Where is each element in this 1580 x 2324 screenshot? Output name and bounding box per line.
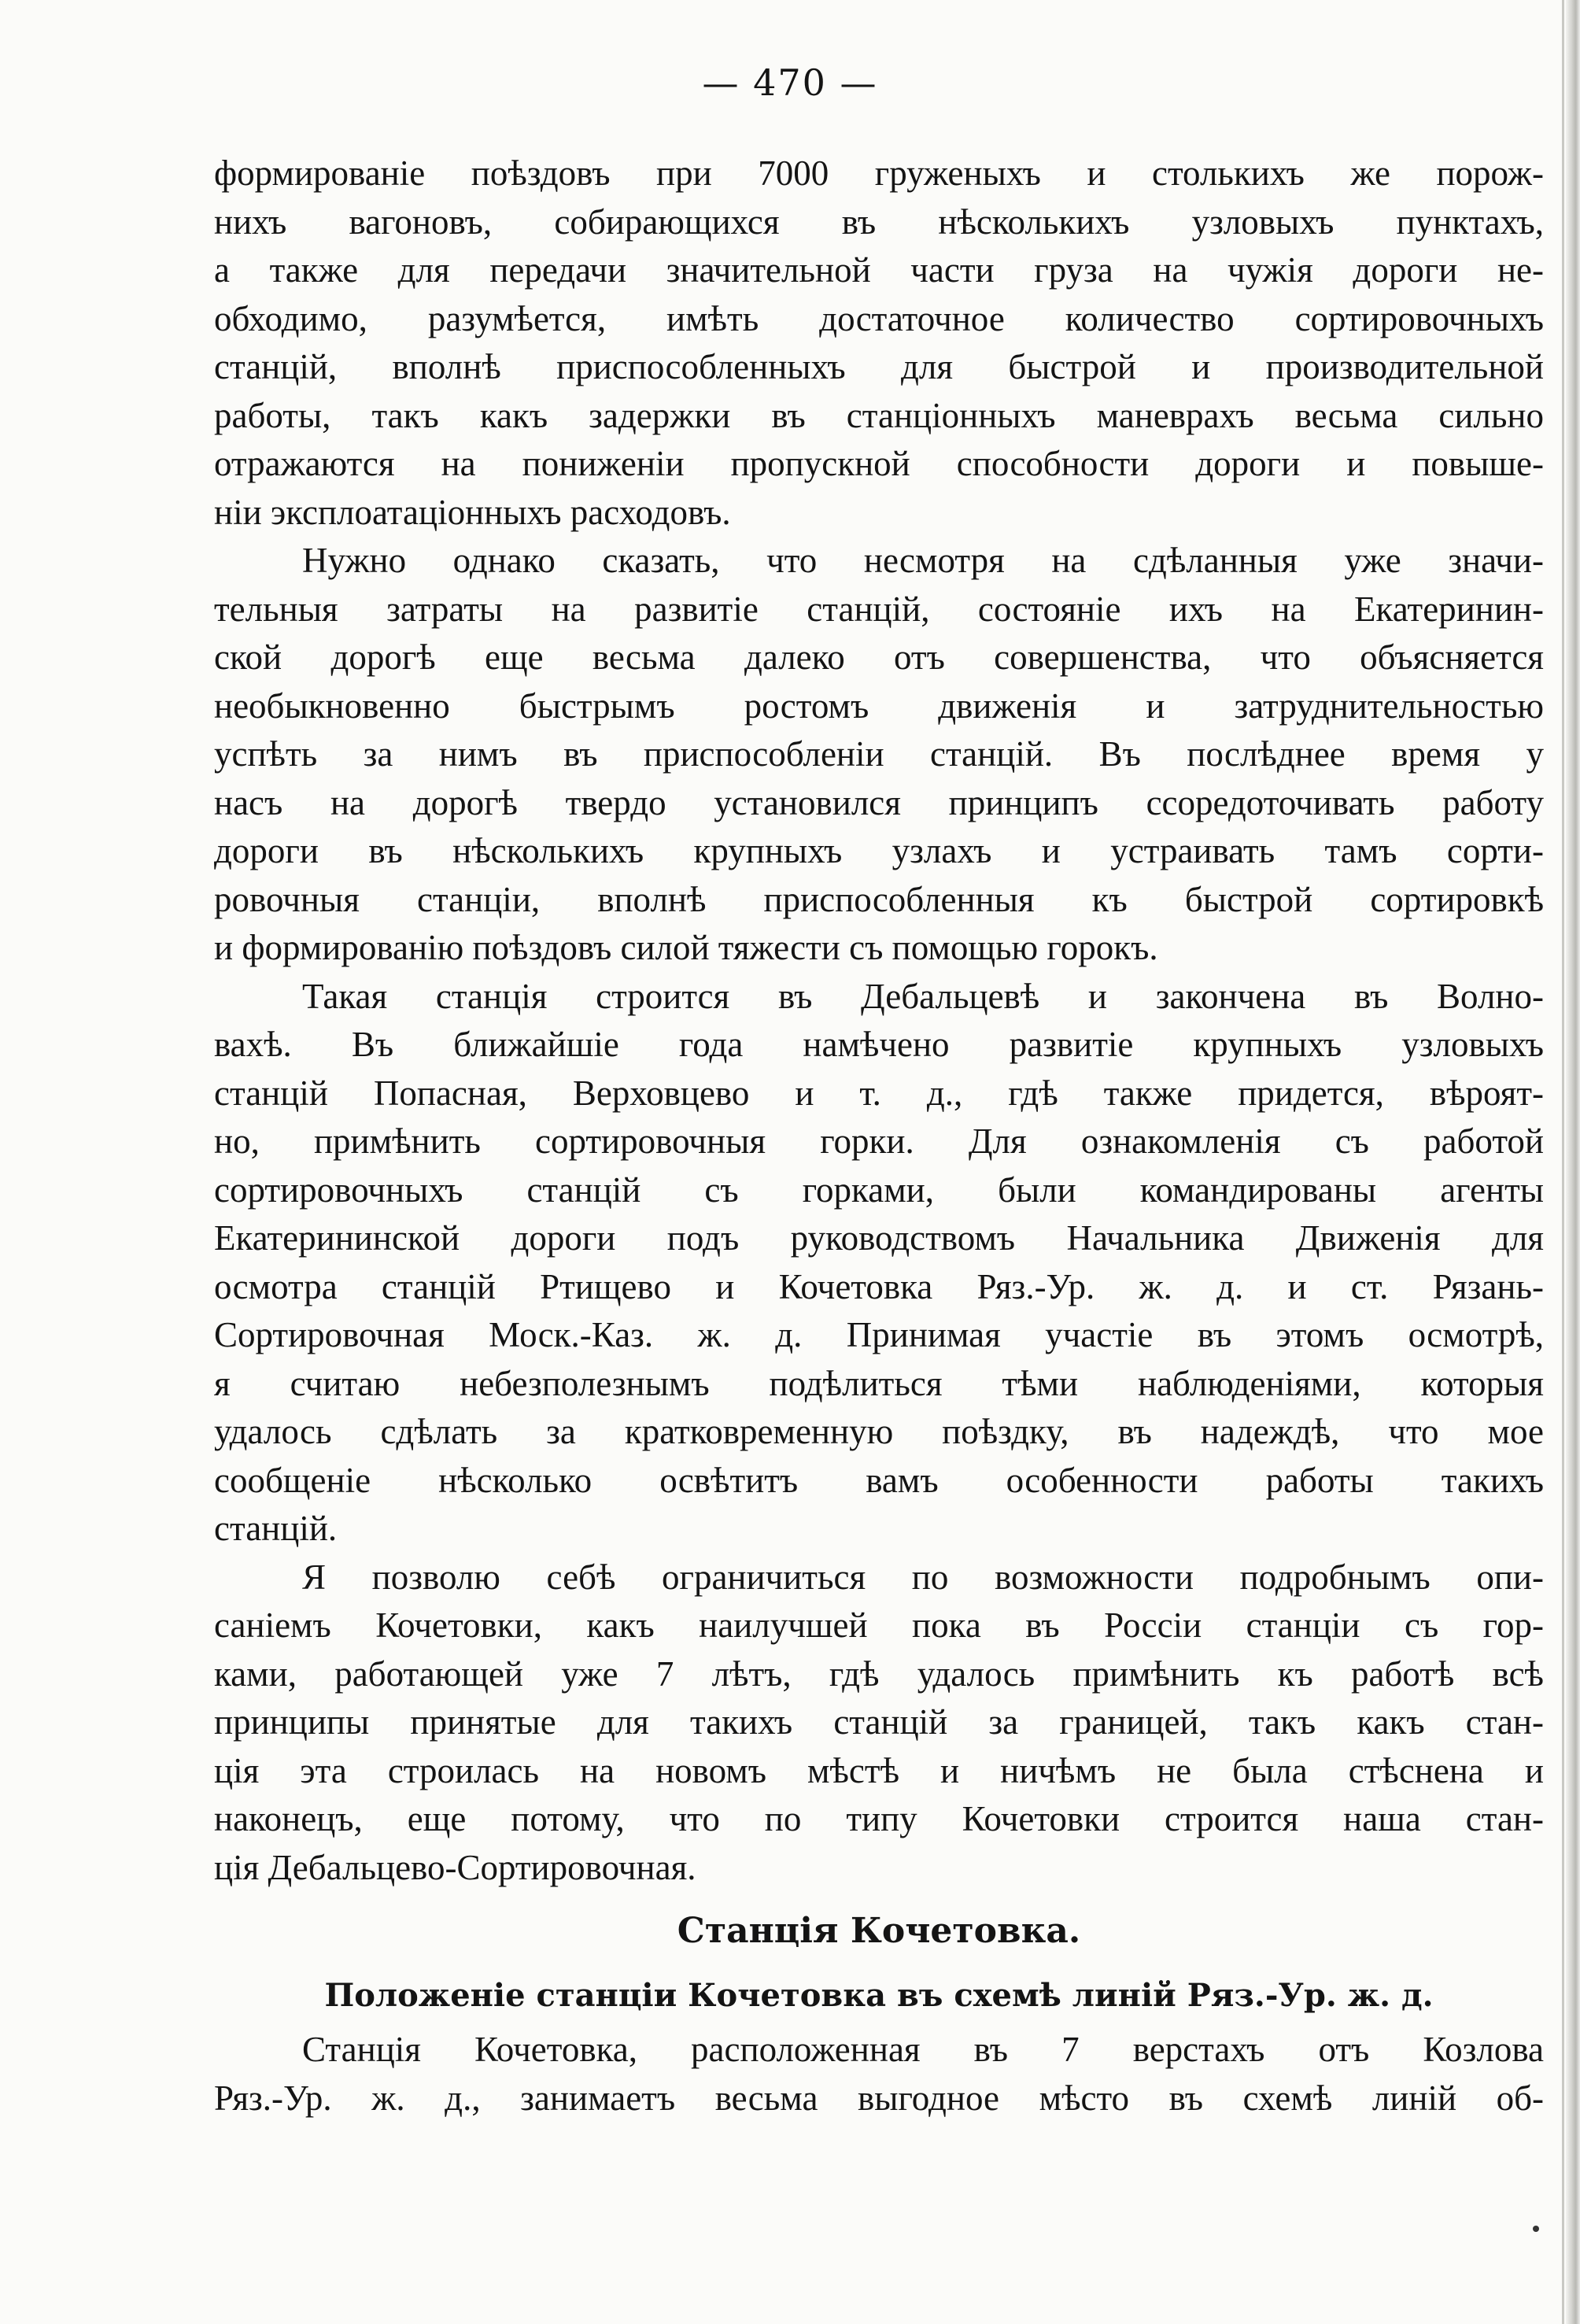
text-line: Екатерининской дороги подъ руководствомъ Начальника Движенія для — [214, 1218, 1544, 1258]
text-line: станцій Попасная, Верховцево и т. д., гдѣ также придется, вѣроят- — [214, 1073, 1544, 1113]
section-heading: Станція Кочетовка. — [677, 1911, 1081, 1951]
paragraph — [214, 150, 1544, 537]
text-line: я считаю небезполезнымъ подѣлиться тѣми наблюденіями, которыя — [214, 1363, 1544, 1403]
paragraph — [214, 1554, 1544, 1893]
page-binding-edge-line — [1562, 0, 1564, 2324]
text-line: необыкновенно быстрымъ ростомъ движенія и затруднительностью — [214, 685, 1544, 726]
text-line: сообщеніе нѣсколько освѣтитъ вамъ особенности работы такихъ — [214, 1460, 1544, 1500]
paragraph — [214, 2026, 1544, 2123]
text-line: Нужно однако сказать, что несмотря на сдѣланныя уже значи- — [302, 541, 1544, 580]
text-line: отражаются на пониженіи пропускной способности дороги и повыше- — [214, 444, 1544, 483]
text-line: успѣть за нимъ въ приспособленіи станцій. Въ послѣднее время у — [214, 734, 1544, 774]
text-line: вахѣ. Въ ближайшіе года намѣчено развитіе крупныхъ узловыхъ — [214, 1025, 1544, 1064]
text-line: формированіе поѣздовъ при 7000 груженыхъ и столькихъ же порож- — [214, 153, 1544, 193]
text-line: станцій, вполнѣ приспособленныхъ для быстрой и производительной — [214, 347, 1544, 386]
text-line: ровочныя станціи, вполнѣ приспособленныя къ быстрой сортировкѣ — [214, 879, 1544, 919]
page-number: — 470 — — [702, 61, 878, 104]
text-line: Ряз.-Ур. ж. д., занимаетъ весьма выгодное мѣсто въ схемѣ линій об- — [214, 2078, 1544, 2118]
text-line: а также для передачи значительной части груза на чужія дороги не- — [214, 250, 1544, 290]
page-binding-edge — [1566, 0, 1580, 2324]
text-line: и формированію поѣздовъ силой тяжести съ помощью горокъ. — [214, 928, 1158, 967]
text-line: ція Дебальцево-Сортировочная. — [214, 1847, 696, 1887]
print-speck — [1533, 2226, 1539, 2232]
text-line: насъ на дорогѣ твердо установился принципъ ссоредоточивать работу — [214, 782, 1544, 822]
text-line: обходимо, разумѣется, имѣть достаточное количество сортировочныхъ — [214, 298, 1544, 338]
text-line: Я позволю себѣ ограничиться по возможности подробнымъ опи- — [302, 1557, 1544, 1597]
text-line: ніи эксплоатаціонныхъ расходовъ. — [214, 492, 731, 532]
text-line: Сортировочная Моск.-Каз. ж. д. Принимая участіе въ этомъ осмотрѣ, — [214, 1315, 1544, 1354]
text-line: сортировочныхъ станцій съ горками, были командированы агенты — [214, 1169, 1544, 1210]
text-line: осмотра станцій Ртищево и Кочетовка Ряз.-Ур. ж. д. и ст. Рязань- — [214, 1266, 1544, 1306]
text-line: саніемъ Кочетовки, какъ наилучшей пока въ Россіи станціи съ гор- — [214, 1605, 1544, 1645]
text-line: ція эта строилась на новомъ мѣстѣ и ничѣмъ не была стѣснена и — [214, 1750, 1544, 1790]
paragraph — [214, 973, 1544, 1554]
text-line: нихъ вагоновъ, собирающихся въ нѣсколькихъ узловыхъ пунктахъ, — [214, 201, 1544, 242]
paragraph — [214, 537, 1544, 973]
text-line: дороги въ нѣсколькихъ крупныхъ узлахъ и устраивать тамъ сорти- — [214, 831, 1544, 870]
text-line: принципы принятые для такихъ станцій за границей, такъ какъ стан- — [214, 1702, 1544, 1742]
text-line: работы, такъ какъ задержки въ станціонныхъ маневрахъ весьма сильно — [214, 395, 1544, 435]
text-line: станцій. — [214, 1509, 338, 1548]
text-line: Такая станція строится въ Дебальцевѣ и закончена въ Волно- — [302, 976, 1544, 1016]
section-subheading: Положеніе станціи Кочетовка въ схемѣ линій Ряз.-Ур. ж. д. — [324, 1977, 1434, 2014]
text-line: наконецъ, еще потому, что по типу Кочетовки строится наша стан- — [214, 1799, 1544, 1838]
text-line: удалось сдѣлать за кратковременную поѣздку, въ надеждѣ, что мое — [214, 1412, 1544, 1451]
text-line: но, примѣнить сортировочныя горки. Для ознакомленія съ работой — [214, 1121, 1544, 1161]
text-line: Станція Кочетовка, расположенная въ 7 верстахъ отъ Козлова — [302, 2030, 1544, 2069]
text-line: ками, работающей уже 7 лѣтъ, гдѣ удалось примѣнить къ работѣ всѣ — [214, 1653, 1544, 1694]
text-line: ской дорогѣ еще весьма далеко отъ совершенства, что объясняется — [214, 637, 1544, 677]
body-text — [214, 150, 1544, 2123]
text-line: тельныя затраты на развитіе станцій, состояніе ихъ на Екатеринин- — [214, 589, 1544, 629]
